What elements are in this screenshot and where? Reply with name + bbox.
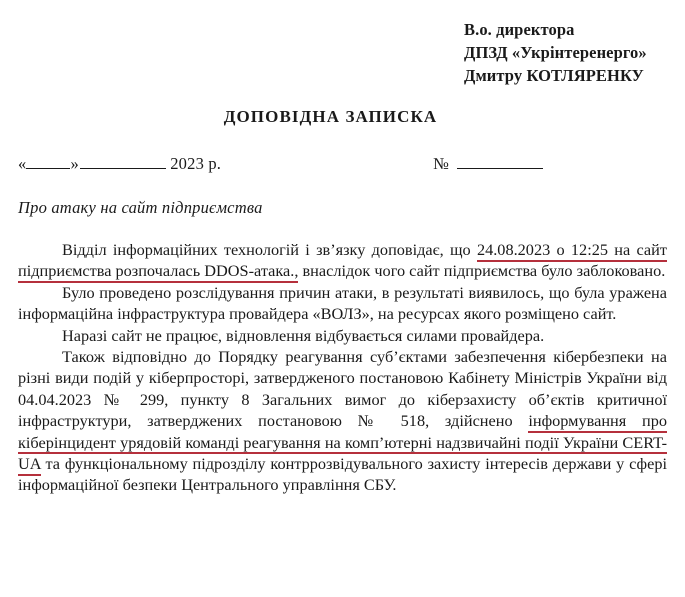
paragraph-4-lead-text: Також відповідно до Порядку реагування суб’єктами забезпечення кібербезпеки на різні види подій у кіберпросторі, затвердженого постановою Кабінету Міністрів України від 04.04.2023 № 299, пункту 8 Загальних вимог до кіберзахисту об’єктів критичної інфраструктури, затверджених постановою № 518, здійснено [18,347,667,431]
date-day-blank [26,168,70,169]
document-subject: Про атаку на сайт підприємства [18,198,263,217]
addressee-name: Дмитру КОТЛЯРЕНКУ [464,66,644,85]
paragraph-legal-notification [18,346,667,496]
document-number-field [433,154,543,174]
paragraph-investigation: Було проведено розслідування причин атаки, в результаті виявилось, що була уражена інформаційна інфраструктура провайдера «ВОЛЗ», на ресурсах якого розміщено сайт. [18,282,667,324]
date-month-blank [80,168,166,169]
paragraph-1-trailing-text: внаслідок чого сайт підприємства було заблоковано. [298,261,666,281]
quote-open: « [18,154,27,173]
document-title: ДОПОВІДНА ЗАПИСКА [223,107,438,126]
paragraph-current-status: Наразі сайт не працює, відновлення відбувається силами провайдера. [62,325,545,345]
document-date-field [18,154,221,174]
addressee-position: В.о. директора [464,20,575,39]
document-meta-row [18,154,667,174]
paragraph-1-lead-text: Відділ інформаційних технологій і зв’язку доповідає, що [62,240,477,259]
highlight-cert-ua-notification: інформування про кіберінцидент урядовій команді реагування на комп’ютерні надзвичайні події України CERT-UA [18,411,667,475]
document-body [18,239,667,496]
paragraph-attack-report [18,239,667,282]
addressee-block [18,0,667,87]
date-year: 2023 р. [170,154,222,173]
number-blank [457,168,543,169]
addressee-organization: ДПЗД «Укрінтеренерго» [464,43,647,62]
paragraph-4-trailing-text: та функціональному підрозділу контррозвідувального захисту інтересів держави у сфері інформаційної безпеки Центрального управління СБУ. [18,454,667,495]
number-label: № [433,154,450,173]
quote-close: » [70,154,79,173]
highlight-attack-datetime: 24.08.2023 о 12:25 на сайт підприємства розпочалась DDOS-атака., [18,240,667,283]
